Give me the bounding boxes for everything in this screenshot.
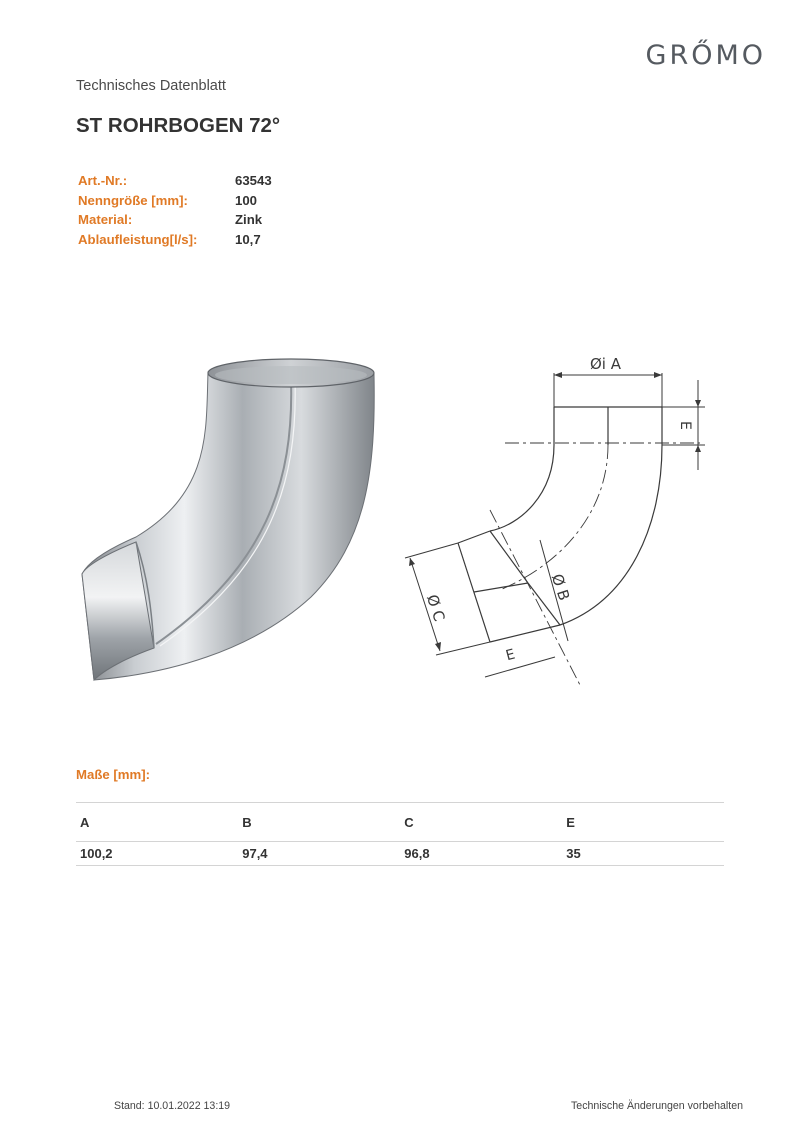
footer-date: Stand: 10.01.2022 13:19 — [114, 1100, 231, 1112]
technical-drawing — [400, 345, 720, 690]
column-header: E — [562, 803, 724, 842]
dimension-label-a: Øi A — [590, 355, 622, 373]
column-header: A — [76, 803, 238, 842]
document-type: Technisches Datenblatt — [76, 78, 226, 94]
spec-row-article-number — [78, 173, 272, 193]
spec-value: 63543 — [235, 173, 272, 188]
table-row — [76, 842, 724, 866]
spec-label: Nenngröße [mm]: — [78, 192, 188, 208]
table-cell: 97,4 — [238, 842, 400, 866]
spec-value: 100 — [235, 192, 258, 208]
spec-row-drain-capacity — [78, 232, 272, 252]
dimensions-heading: Maße [mm]: — [76, 767, 150, 782]
spec-label: Art.-Nr.: — [78, 173, 128, 188]
spec-row-material — [78, 212, 272, 232]
page-title: ST ROHRBOGEN 72° — [76, 114, 281, 137]
spec-list — [78, 173, 272, 252]
footer-disclaimer: Technische Änderungen vorbehalten — [571, 1100, 743, 1112]
column-header: C — [400, 803, 562, 842]
spec-label: Material: — [78, 212, 133, 228]
table-header-row — [76, 803, 724, 842]
brand-logo: GRŐMO — [645, 40, 766, 71]
spec-value: 10,7 — [235, 232, 261, 248]
table-cell: 35 — [562, 842, 724, 866]
spec-label: Ablaufleistung[l/s]: — [78, 232, 198, 248]
dimension-label-c: Ø C — [422, 592, 449, 624]
dimension-label-b: Ø B — [547, 571, 574, 603]
spec-row-nominal-size — [78, 193, 272, 213]
dimension-label-e-bottom: E — [504, 646, 517, 665]
table-cell: 96,8 — [400, 842, 562, 866]
dimension-label-e-top: E — [677, 421, 693, 430]
column-header: B — [238, 803, 400, 842]
table-cell: 100,2 — [76, 842, 238, 866]
spec-value: Zink — [235, 212, 263, 228]
product-photo — [76, 352, 388, 690]
dimensions-table — [76, 802, 724, 866]
